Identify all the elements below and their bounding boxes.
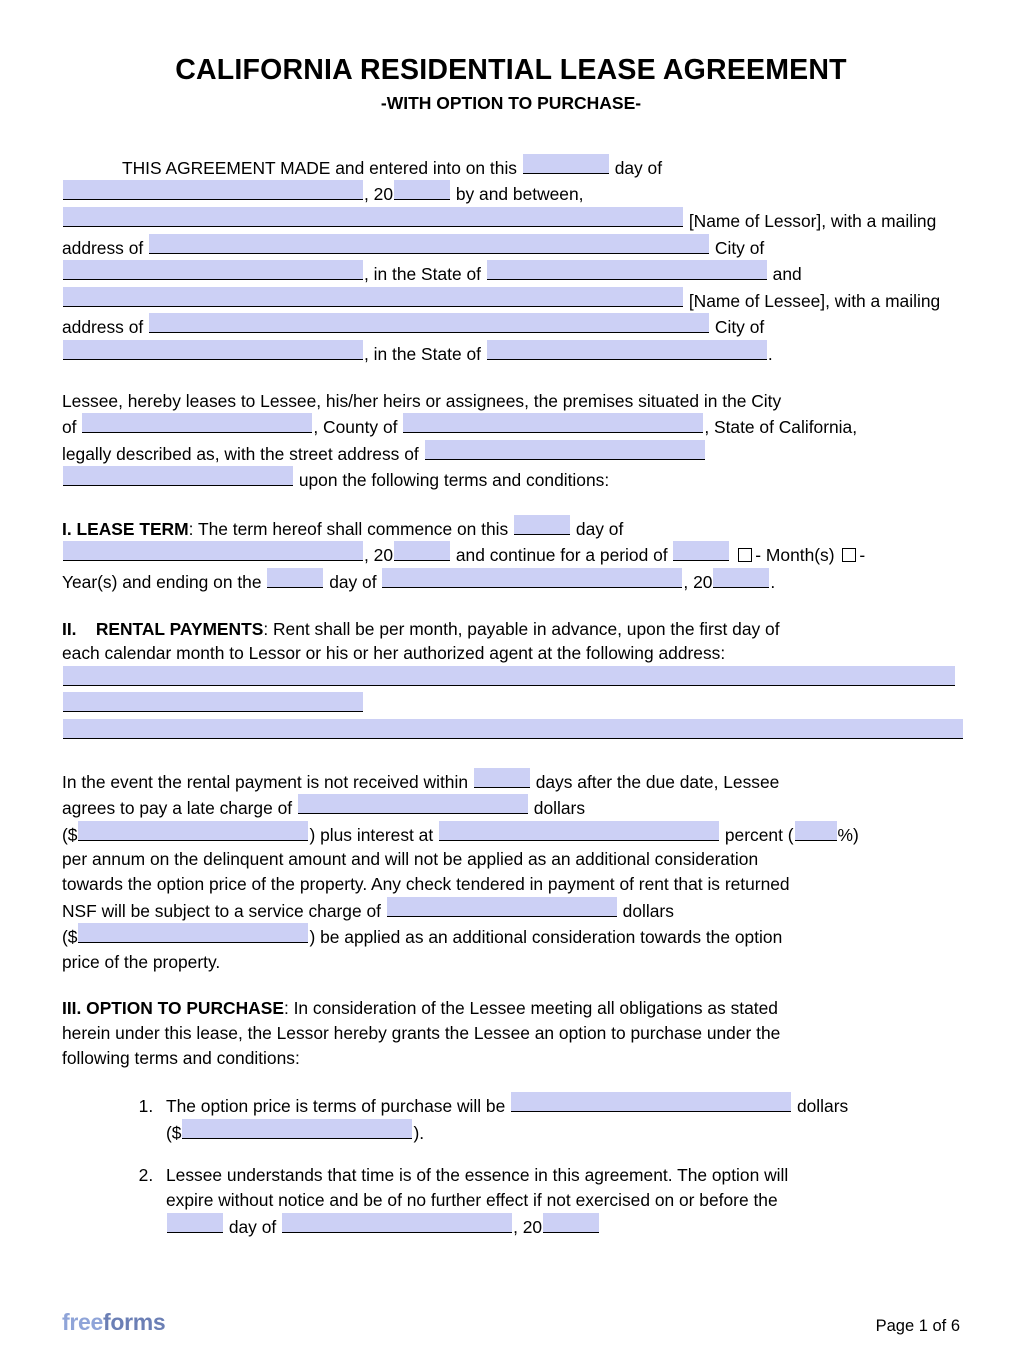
intro-text-5: [Name of Lessor], with a mailing (688, 210, 937, 231)
section3-heading: OPTION TO PURCHASE (86, 998, 284, 1019)
lessee-state-blank[interactable] (487, 340, 767, 360)
late-text-7: percent ( (724, 824, 794, 845)
section1-text-4: and continue for a period of (455, 545, 668, 566)
list-item (158, 1092, 960, 1145)
premises-text-6: upon the following terms and conditions: (298, 470, 610, 491)
option-expire-month-blank[interactable] (282, 1213, 512, 1233)
section1-text-2: day of (575, 518, 624, 539)
section3-text-1: : In consideration of the Lessee meeting all obligations as stated (283, 998, 778, 1019)
premises-text-2: of (62, 417, 77, 438)
section1-text-5: - Month(s) (755, 545, 835, 566)
intro-text-11: address of (62, 317, 144, 338)
lessor-address-blank[interactable] (149, 234, 709, 254)
freeforms-logo (62, 1309, 165, 1336)
months-checkbox[interactable] (738, 548, 752, 562)
document-body (62, 154, 960, 1239)
lessor-state-blank[interactable] (487, 260, 767, 280)
nsf-charge-words-blank[interactable] (387, 897, 617, 917)
option-item2-text-2: expire without notice and be of no further effect if not exercised on or before the (166, 1189, 778, 1210)
section1-text-3: , 20 (364, 545, 394, 566)
option-expire-day-blank[interactable] (167, 1213, 223, 1233)
option-price-amount-blank[interactable] (182, 1119, 412, 1139)
premises-text-4: , State of California, (704, 417, 858, 438)
section1-text-10: . (770, 572, 776, 593)
term-period-blank[interactable] (673, 541, 729, 561)
intro-text-10: [Name of Lessee], with a mailing (688, 290, 941, 311)
term-month-blank[interactable] (63, 541, 363, 561)
intro-text-12: City of (714, 317, 765, 338)
option-item1-text-2: dollars (796, 1096, 849, 1117)
late-text-11: NSF will be subject to a service charge of (62, 900, 381, 921)
late-charge-paragraph (62, 768, 960, 975)
payment-address-blank-3[interactable] (63, 719, 963, 739)
premises-county-blank[interactable] (403, 413, 703, 433)
intro-text-1: THIS AGREEMENT MADE and entered into on this (122, 157, 517, 178)
payment-address-blank-2[interactable] (63, 692, 363, 712)
intro-text-13: , in the State of (364, 343, 481, 364)
section1-text-6: - (859, 545, 866, 566)
page-number: Page 1 of 6 (875, 1317, 960, 1335)
intro-text-2: day of (614, 157, 663, 178)
intro-text-3: , 20 (364, 184, 394, 205)
end-day-blank[interactable] (267, 568, 323, 588)
section1-text-7: Year(s) and ending on the (62, 572, 262, 593)
intro-text-6: address of (62, 237, 144, 258)
option-item2-text-3: day of (228, 1216, 277, 1237)
premises-street-blank-2[interactable] (63, 466, 293, 486)
late-text-13: ($ (62, 927, 78, 948)
section2-text-1: : Rent shall be per month, payable in advance, upon the first day of (263, 618, 780, 639)
lessor-city-blank[interactable] (63, 260, 363, 280)
late-days-blank[interactable] (474, 768, 530, 788)
section1-text-1: : The term hereof shall commence on this (188, 518, 509, 539)
late-text-10: towards the option price of the property. Any check tendered in payment of rent that is returned (62, 874, 790, 895)
option-terms-list (62, 1092, 960, 1239)
section2-heading: RENTAL PAYMENTS (95, 618, 264, 639)
late-text-6: ) plus interest at (309, 824, 434, 845)
logo-text-second: forms (103, 1309, 166, 1335)
section1-heading: LEASE TERM (76, 518, 189, 539)
interest-percent-words-blank[interactable] (439, 821, 719, 841)
list-item (158, 1163, 960, 1239)
intro-text-8: , in the State of (364, 264, 481, 285)
lessor-name-blank[interactable] (63, 207, 683, 227)
section1-text-9: , 20 (683, 572, 713, 593)
late-text-3: agrees to pay a late charge of (62, 798, 293, 819)
section1-text-8: day of (329, 572, 377, 593)
section-option-to-purchase (62, 996, 960, 1070)
premises-text-3: , County of (313, 417, 398, 438)
option-item1-text-4: ). (413, 1122, 425, 1143)
late-charge-words-blank[interactable] (298, 794, 528, 814)
lessee-city-blank[interactable] (63, 340, 363, 360)
lessee-name-blank[interactable] (63, 287, 683, 307)
premises-text-1: Lessee, hereby leases to Lessee, his/her heirs or assignees, the premises situated in the City (62, 390, 782, 411)
term-year-blank[interactable] (394, 541, 450, 561)
section-lease-term (62, 515, 960, 595)
intro-text-4: by and between, (455, 184, 584, 205)
late-text-1: In the event the rental payment is not received within (62, 771, 469, 792)
section2-number: II. (62, 618, 77, 639)
interest-percent-blank[interactable] (795, 821, 837, 841)
late-text-9: per annum on the delinquent amount and will not be applied as an additional consideration (62, 849, 759, 870)
late-text-8: %) (837, 824, 859, 845)
page-title: CALIFORNIA RESIDENTIAL LEASE AGREEMENT (175, 54, 847, 86)
end-month-blank[interactable] (382, 568, 682, 588)
late-text-15: price of the property. (62, 951, 221, 972)
late-text-4: dollars (533, 798, 586, 819)
section1-number: I. (62, 518, 72, 539)
premises-city-blank[interactable] (82, 413, 312, 433)
late-text-14: ) be applied as an additional consideration towards the option (309, 927, 783, 948)
nsf-charge-amount-blank[interactable] (78, 923, 308, 943)
intro-text-7: City of (714, 237, 765, 258)
payment-address-blank-1[interactable] (63, 666, 955, 686)
option-price-words-blank[interactable] (511, 1092, 791, 1112)
end-year-blank[interactable] (713, 568, 769, 588)
term-day-blank[interactable] (514, 515, 570, 535)
year-blank[interactable] (394, 180, 450, 200)
day-blank[interactable] (523, 154, 609, 174)
late-charge-amount-blank[interactable] (78, 821, 308, 841)
premises-text-5: legally described as, with the street address of (62, 443, 419, 464)
option-item1-text-1: The option price is terms of purchase will be (166, 1096, 506, 1117)
option-expire-year-blank[interactable] (543, 1213, 599, 1233)
late-text-2: days after the due date, Lessee (535, 771, 780, 792)
month-blank[interactable] (63, 180, 363, 200)
section3-text-2: herein under this lease, the Lessor hereby grants the Lessee an option to purchase under the (62, 1022, 781, 1043)
section2-text-2: each calendar month to Lessor or his or her authorized agent at the following address: (62, 643, 726, 664)
page-subtitle: -WITH OPTION TO PURCHASE- (380, 92, 642, 113)
page-footer (62, 1309, 960, 1336)
years-checkbox[interactable] (842, 548, 856, 562)
premises-street-blank[interactable] (425, 440, 705, 460)
intro-text-14: . (767, 343, 773, 364)
logo-text-first: free (62, 1309, 103, 1335)
option-item2-text-1: Lessee understands that time is of the essence in this agreement. The option will (166, 1165, 789, 1186)
intro-paragraph (62, 154, 960, 367)
late-text-5: ($ (62, 824, 78, 845)
lessee-address-blank[interactable] (149, 313, 709, 333)
option-item1-text-3: ($ (166, 1122, 182, 1143)
intro-text-9: and (772, 264, 802, 285)
section3-text-3: following terms and conditions: (62, 1047, 300, 1068)
late-text-12: dollars (622, 900, 674, 921)
section-rental-payments (62, 617, 960, 746)
premises-paragraph (62, 389, 960, 493)
section3-number: III. (62, 998, 82, 1019)
option-item2-text-4: , 20 (513, 1216, 543, 1237)
